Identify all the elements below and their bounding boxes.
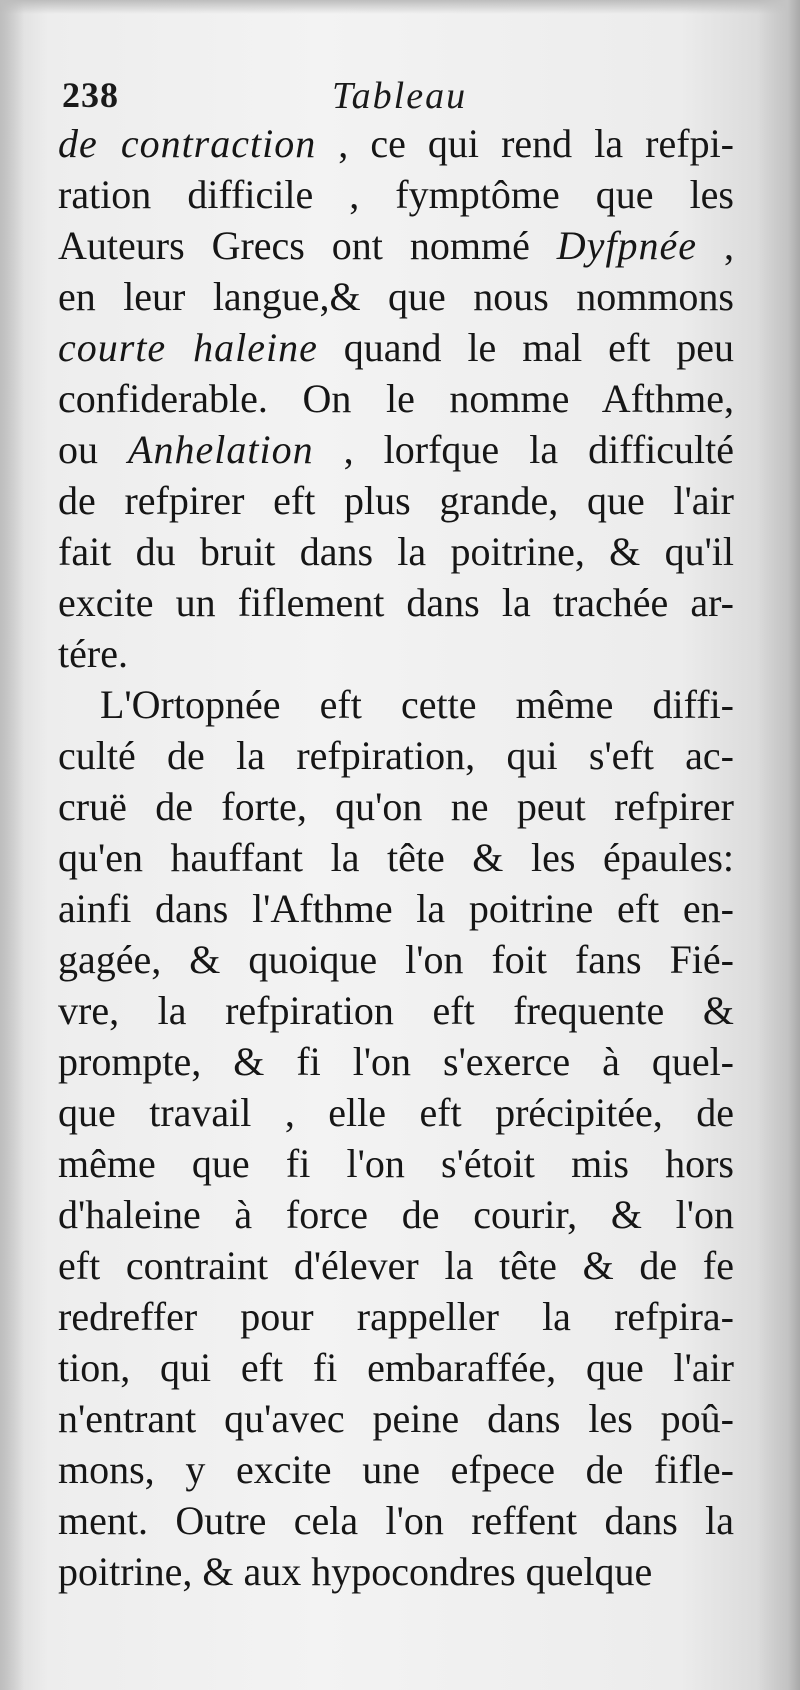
text-line xyxy=(58,1291,734,1342)
text-line xyxy=(58,220,734,271)
text-run: en leur langue,& que nous nommons xyxy=(58,274,734,319)
text-run: fait du bruit dans la poitrine, & qu'il xyxy=(58,529,734,574)
text-run: , xyxy=(697,223,735,268)
text-run: n'entrant qu'avec peine dans les poû- xyxy=(58,1396,734,1441)
text-line xyxy=(58,1393,734,1444)
body-text xyxy=(58,118,734,1597)
text-run: poitrine, & aux hypocondres quelque xyxy=(58,1549,653,1594)
text-line xyxy=(58,1138,734,1189)
text-line xyxy=(58,1342,734,1393)
text-run: ainfi dans l'Afthme la poitrine eft en- xyxy=(58,886,734,931)
text-run: cruë de forte, qu'on ne peut refpirer xyxy=(58,784,734,829)
text-run: ment. Outre cela l'on reffent dans la xyxy=(58,1498,734,1543)
text-run: qu'en hauffant la tête & les épaules: xyxy=(58,835,734,880)
text-run: Auteurs Grecs ont nommé xyxy=(58,223,557,268)
scan-shadow-left xyxy=(0,0,24,1690)
paragraph-2 xyxy=(58,679,734,1597)
text-line xyxy=(58,934,734,985)
text-run: , lorfque la difficulté xyxy=(313,427,734,472)
scan-shadow-right xyxy=(758,0,800,1690)
text-line xyxy=(58,1189,734,1240)
text-run: ration difficile , fymptôme que les xyxy=(58,172,734,217)
italic-term: Dyfpnée xyxy=(556,223,698,268)
text-run: vre, la refpiration eft frequente & xyxy=(58,988,734,1033)
page-number: 238 xyxy=(62,75,119,115)
text-run: de refpirer eft plus grande, que l'air xyxy=(58,478,734,523)
text-line xyxy=(58,1240,734,1291)
text-line xyxy=(58,322,734,373)
italic-term: de contraction xyxy=(58,121,317,166)
text-line xyxy=(58,424,734,475)
text-run: tion, qui eft fi embaraffée, que l'air xyxy=(58,1345,734,1390)
text-line xyxy=(58,781,734,832)
text-run: que travail , elle eft précipitée, de xyxy=(58,1090,734,1135)
text-line xyxy=(58,1495,734,1546)
text-line xyxy=(58,1546,734,1597)
text-line xyxy=(58,475,734,526)
text-run: redreffer pour rappeller la refpira- xyxy=(58,1294,734,1339)
text-line xyxy=(58,169,734,220)
text-run: eft contraint d'élever la tête & de fe xyxy=(58,1243,734,1288)
text-run: L'Ortopnée eft cette même diffi- xyxy=(100,682,734,727)
text-line xyxy=(58,1087,734,1138)
scan-shadow-top xyxy=(0,0,800,14)
text-line xyxy=(58,985,734,1036)
text-run: culté de la refpiration, qui s'eft ac- xyxy=(58,733,734,778)
text-line xyxy=(58,373,734,424)
text-run: excite un fiflement dans la trachée ar- xyxy=(58,580,734,625)
paragraph-1 xyxy=(58,118,734,679)
text-line xyxy=(58,271,734,322)
text-run: tére. xyxy=(58,631,128,676)
text-run: confiderable. On le nomme Afthme, xyxy=(58,376,734,421)
text-run: d'haleine à force de courir, & l'on xyxy=(58,1192,734,1237)
running-title: Tableau xyxy=(332,75,468,117)
text-line xyxy=(58,679,734,730)
text-run: quand le mal eft peu xyxy=(317,325,734,370)
text-line xyxy=(58,730,734,781)
text-run: mons, y excite une efpece de fifle- xyxy=(58,1447,734,1492)
text-line xyxy=(58,526,734,577)
text-line xyxy=(58,1036,734,1087)
text-line xyxy=(58,577,734,628)
text-line xyxy=(58,883,734,934)
italic-term: courte haleine xyxy=(58,325,318,370)
text-run: prompte, & fi l'on s'exerce à quel- xyxy=(58,1039,734,1084)
text-line xyxy=(58,832,734,883)
text-run: gagée, & quoique l'on foit fans Fié- xyxy=(58,937,734,982)
text-line xyxy=(58,628,734,679)
text-line xyxy=(58,118,734,169)
text-run: ou xyxy=(58,427,129,472)
page-header xyxy=(62,74,722,124)
text-run: même que fi l'on s'étoit mis hors xyxy=(58,1141,734,1186)
text-line xyxy=(58,1444,734,1495)
text-run: , ce qui rend la refpi- xyxy=(316,121,734,166)
italic-term: Anhelation xyxy=(128,427,314,472)
